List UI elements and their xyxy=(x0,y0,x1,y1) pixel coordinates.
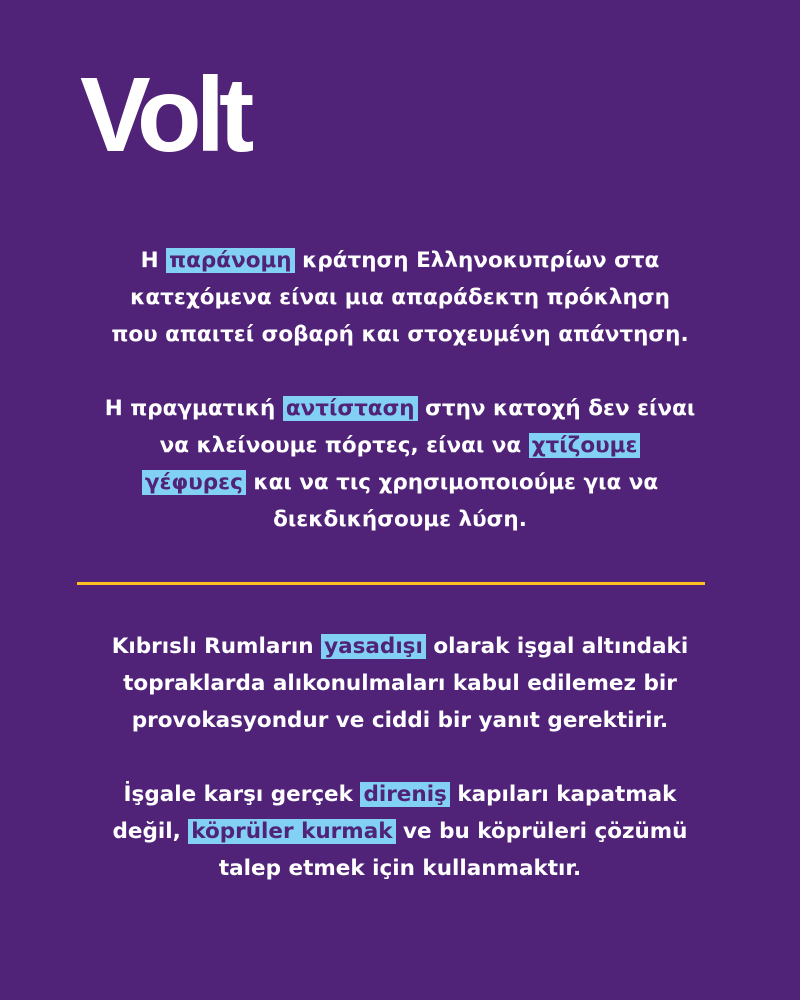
highlight-antistasi: αντίσταση xyxy=(283,396,418,421)
greek-p1-text: Η xyxy=(140,248,167,273)
highlight-direnis: direniş xyxy=(360,782,449,807)
turkish-text-block xyxy=(70,628,730,887)
turkish-p1-text: olarak işgal altındaki xyxy=(425,634,689,659)
highlight-paranomi: παράνομη xyxy=(166,248,294,273)
turkish-p1-line-3: provokasyondur ve ciddi bir yanıt gerektirir. xyxy=(131,708,669,733)
section-divider xyxy=(77,582,705,585)
greek-p2-line-4: διεκδικήσουμε λύση. xyxy=(273,507,527,532)
greek-p1-text: κράτηση Ελληνοκυπρίων στα xyxy=(294,248,660,273)
volt-logo: Volt xyxy=(80,56,249,174)
turkish-paragraph-2 xyxy=(70,776,730,887)
greek-p2-text: και να τις χρησιμοποιούμε για να xyxy=(245,470,659,495)
greek-p2-text: να κλείνουμε πόρτες, είναι να xyxy=(159,433,529,458)
turkish-p2-text: İşgale karşı gerçek xyxy=(123,782,361,807)
greek-paragraph-1 xyxy=(70,242,730,353)
greek-p2-text: Η πραγματική xyxy=(104,396,283,421)
greek-text-block xyxy=(70,242,730,538)
highlight-kopruler-kurmak: köprüler kurmak xyxy=(188,819,395,844)
turkish-p2-text: ve bu köprüleri çözümü xyxy=(395,819,688,844)
greek-p1-line-2: κατεχόμενα είναι μια απαράδεκτη πρόκληση xyxy=(130,285,670,310)
highlight-yasadisi: yasadışı xyxy=(321,634,426,659)
turkish-p1-text: Kıbrıslı Rumların xyxy=(111,634,322,659)
turkish-p2-line-3: talep etmek için kullanmaktır. xyxy=(218,856,582,881)
greek-paragraph-2 xyxy=(70,390,730,538)
highlight-gefyres: γέφυρες xyxy=(142,470,246,495)
highlight-chtizoume: χτίζουμε xyxy=(529,433,641,458)
greek-p1-line-3: που απαιτεί σοβαρή και στοχευμένη απάντηση. xyxy=(111,322,689,347)
turkish-p2-text: değil, xyxy=(112,819,189,844)
turkish-p1-line-2: topraklarda alıkonulmaları kabul edilemez bir xyxy=(123,671,677,696)
turkish-paragraph-1 xyxy=(70,628,730,739)
turkish-p2-text: kapıları kapatmak xyxy=(449,782,677,807)
greek-p2-text: στην κατοχή δεν είναι xyxy=(417,396,696,421)
